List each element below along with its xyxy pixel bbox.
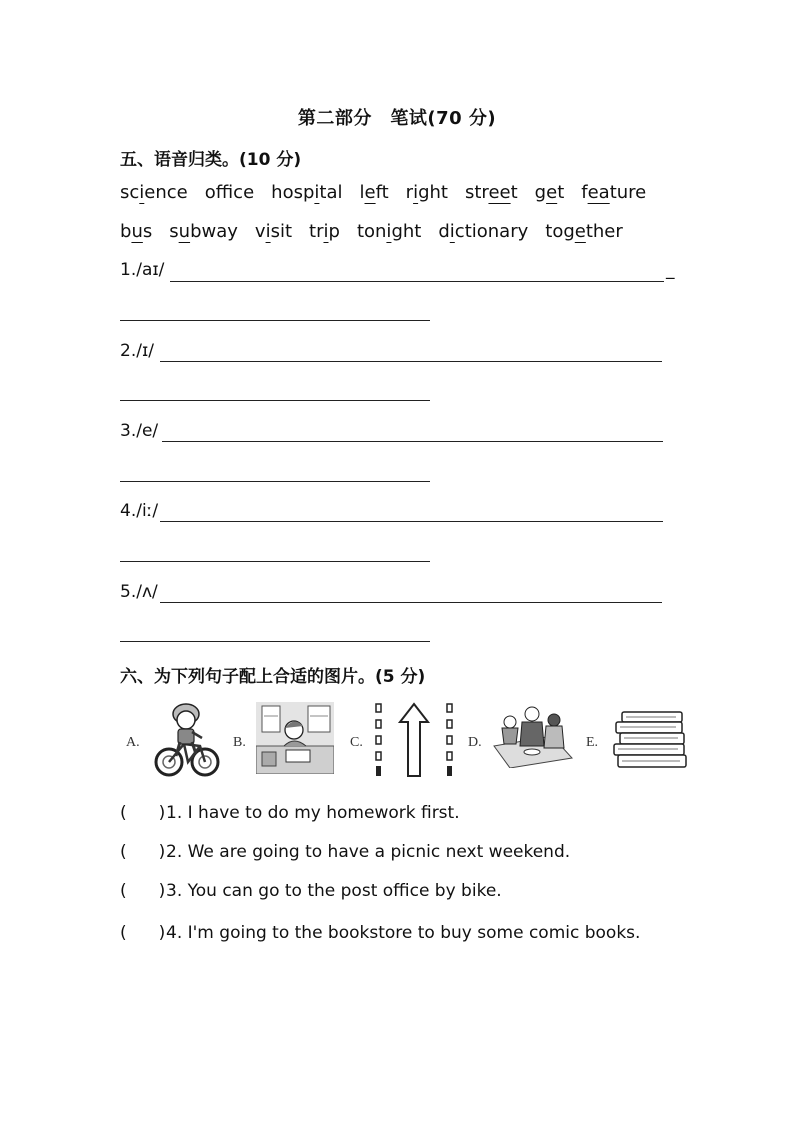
word-part: s [142, 221, 153, 242]
question-text: 4. I'm going to the bookstore to buy some comic books. [166, 923, 641, 943]
picture-label-d: D. [468, 735, 482, 750]
word-words_row2-1 [120, 221, 152, 242]
book-stack-icon [612, 702, 692, 772]
underlined-letters: ea [587, 182, 610, 203]
item-2-label: 2./ɪ/ [120, 341, 154, 361]
underlined-letters: u [178, 221, 191, 242]
word-part: hosp [271, 182, 315, 203]
homework-desk-icon [256, 702, 334, 774]
word-row-1 [120, 182, 663, 203]
answer-line-5b[interactable] [120, 641, 430, 642]
word-part: ght [418, 182, 448, 203]
word-words_row2-3 [255, 221, 292, 242]
word-part: d [438, 221, 450, 242]
answer-line-2b[interactable] [120, 400, 430, 401]
paren-close: ) [158, 881, 166, 901]
word-part: ce [233, 182, 255, 203]
underlined-letters: i [413, 182, 419, 203]
answer-line-3b[interactable] [120, 481, 430, 482]
word-part: sit [270, 221, 293, 242]
underlined-letters: e [546, 182, 558, 203]
word-part: ence [144, 182, 188, 203]
picture-label-e: E. [586, 735, 599, 750]
word-words_row1-5 [406, 182, 448, 203]
word-part: p [328, 221, 340, 242]
word-words_row1-7 [535, 182, 565, 203]
paren-open[interactable]: ( [120, 881, 127, 901]
underlined-letters: i [139, 182, 145, 203]
word-words_row2-4 [309, 221, 340, 242]
question-1 [120, 803, 460, 823]
answer-line-2a[interactable] [160, 361, 662, 362]
question-2 [120, 842, 570, 862]
underlined-letters: e [364, 182, 376, 203]
picture-label-c: C. [350, 735, 363, 750]
section-6-heading: 六、为下列句子配上合适的图片。(5 分) [120, 667, 426, 687]
word-words_row1-8 [581, 182, 646, 203]
word-words_row2-2 [169, 221, 238, 242]
word-words_row1-4 [360, 182, 389, 203]
answer-line-4a[interactable] [160, 521, 663, 522]
answer-line-3a[interactable] [162, 441, 663, 442]
word-row-2 [120, 221, 640, 242]
question-3 [120, 881, 502, 901]
word-part: sc [120, 182, 140, 203]
underlined-letters: i [386, 221, 392, 242]
bike-rider-icon [154, 702, 220, 782]
question-text: 2. We are going to have a picnic next weekend. [166, 842, 571, 862]
answer-line-1b[interactable] [120, 320, 430, 321]
word-part: off [204, 182, 234, 203]
paren-close: ) [158, 923, 166, 943]
word-words_row1-3 [271, 182, 342, 203]
picture-label-a: A. [126, 735, 140, 750]
answer-line-5a[interactable] [160, 602, 662, 603]
word-part: ft [375, 182, 389, 203]
word-words_row1-1 [120, 182, 188, 203]
word-part: ton [356, 221, 387, 242]
item-4-label: 4./iː/ [120, 501, 159, 521]
word-part: v [254, 221, 266, 242]
picture-options [126, 702, 696, 784]
word-part: tal [319, 182, 343, 203]
word-words_row2-5 [357, 221, 421, 242]
paren-close: ) [158, 842, 166, 862]
word-words_row2-7 [545, 221, 623, 242]
straight-road-arrow-icon [372, 702, 456, 778]
word-part: str [465, 182, 489, 203]
word-words_row2-6 [438, 221, 528, 242]
paren-close: ) [158, 803, 166, 823]
underlined-letters: e [574, 221, 586, 242]
word-part: f [581, 182, 588, 203]
paren-open[interactable]: ( [120, 842, 127, 862]
underlined-letters: i [314, 182, 320, 203]
word-part: ture [609, 182, 647, 203]
item-3-label: 3./e/ [120, 421, 159, 441]
question-text: 1. I have to do my homework first. [166, 803, 460, 823]
underlined-letters: i [265, 221, 271, 242]
item-5-label: 5./ʌ/ [120, 582, 158, 602]
word-part: b [120, 221, 132, 242]
word-part: bway [190, 221, 238, 242]
question-4 [120, 923, 640, 943]
word-part: ght [391, 221, 422, 242]
trailing-mark: _ [666, 260, 675, 280]
word-part: t [510, 182, 518, 203]
answer-line-1a[interactable] [170, 281, 664, 282]
question-text: 3. You can go to the post office by bike. [166, 881, 502, 901]
picture-label-b: B. [233, 735, 246, 750]
paren-open[interactable]: ( [120, 803, 127, 823]
word-part: tog [545, 221, 575, 242]
underlined-letters: ee [488, 182, 511, 203]
word-part: s [169, 221, 179, 242]
underlined-letters: i [323, 221, 329, 242]
underlined-letters: i [449, 221, 455, 242]
word-part: l [359, 182, 365, 203]
picnic-family-icon [492, 702, 574, 768]
word-part: g [534, 182, 547, 203]
underlined-letters: u [131, 221, 143, 242]
word-part: ther [585, 221, 623, 242]
word-part: t [557, 182, 565, 203]
section-5-heading: 五、语音归类。(10 分) [120, 150, 302, 170]
answer-line-4b[interactable] [120, 561, 430, 562]
word-words_row1-6 [465, 182, 518, 203]
item-1-label: 1./aɪ/ [120, 260, 165, 280]
word-part: tr [309, 221, 324, 242]
word-part: r [405, 182, 414, 203]
word-words_row1-2 [205, 182, 254, 203]
word-part: ctionary [454, 221, 529, 242]
page-title: 第二部分 笔试(70 分) [297, 108, 497, 129]
paren-open[interactable]: ( [120, 923, 127, 943]
